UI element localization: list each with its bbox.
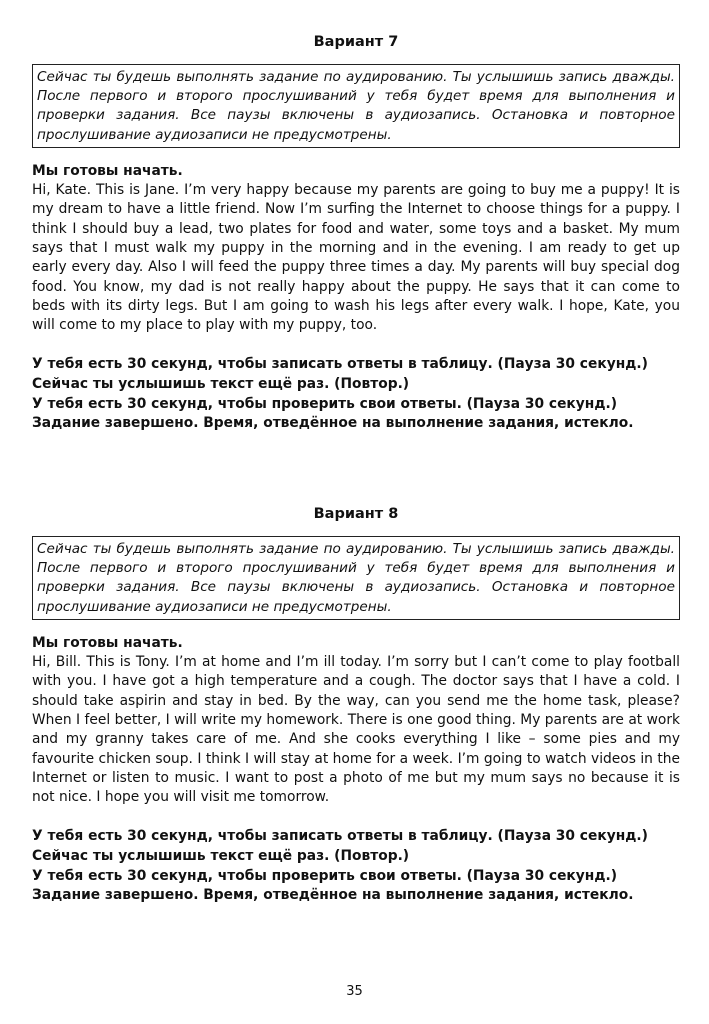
direction-record-answers: У тебя есть 30 секунд, чтобы записать ответы в таблицу. (Пауза 30 секунд.)	[32, 356, 648, 373]
audio-transcript: Hi, Bill. This is Tony. I’m at home and I’m ill today. I’m sorry but I can’t come to play football with you. I have got a high temperature and a cough. The doctor says that I have a cold. I should take aspirin and stay in bed. By the way, can you send me the home task, please? When I feel better, I will write my homework. There is one good thing. My parents are at work and my granny takes care of me. And she cooks everything I like – some pies and my favourite chicken soup. I think I will stay at home for a week. I’m going to watch videos in the Internet or listen to music. I want to post a photo of me but my mum says no because it is not nice. I hope you will visit me tomorrow.	[32, 654, 680, 806]
instruction-box: Сейчас ты будешь выполнять задание по аудированию. Ты услышишь запись дважды. После первого и второго прослушиваний у тебя будет время для выполнения и проверки задания. Все паузы включены в аудиозапись. Остановка и повторное прослушивание аудиозаписи не предусмотрены.	[32, 536, 680, 620]
instruction-box: Сейчас ты будешь выполнять задание по аудированию. Ты услышишь запись дважды. После первого и второго прослушиваний у тебя будет время для выполнения и проверки задания. Все паузы включены в аудиозапись. Остановка и повторное прослушивание аудиозаписи не предусмотрены.	[32, 64, 680, 148]
direction-repeat: Сейчас ты услышишь текст ещё раз. (Повтор.)	[32, 848, 410, 865]
page-number: 35	[346, 984, 363, 999]
audio-transcript: Hi, Kate. This is Jane. I’m very happy because my parents are going to buy me a puppy! It is my dream to have a little friend. Now I’m surfing the Internet to choose things for a puppy. I think I should buy a lead, two plates for food and water, some toys and a basket. My mum says that I must walk my puppy in the morning and in the evening. I am ready to get up early every day. Also I will feed the puppy three times a day. My parents will buy special dog food. You know, my dad is not really happy about the puppy. He says that it can come to beds with its dirty legs. But I am going to wash his legs after every walk. I hope, Kate, you will come to my place to play with my puppy, too.	[32, 182, 680, 334]
directions-block	[32, 355, 680, 433]
direction-record-answers: У тебя есть 30 секунд, чтобы записать ответы в таблицу. (Пауза 30 секунд.)	[32, 828, 648, 845]
ready-label: Мы готовы начать.	[32, 162, 183, 179]
direction-finished: Задание завершено. Время, отведённое на выполнение задания, истекло.	[32, 887, 634, 904]
direction-repeat: Сейчас ты услышишь текст ещё раз. (Повтор.)	[32, 376, 410, 393]
variant-8-section	[32, 504, 680, 906]
direction-check-answers: У тебя есть 30 секунд, чтобы проверить свои ответы. (Пауза 30 секунд.)	[32, 867, 618, 884]
directions-block	[32, 827, 680, 905]
direction-check-answers: У тебя есть 30 секунд, чтобы проверить свои ответы. (Пауза 30 секунд.)	[32, 395, 618, 412]
ready-label: Мы готовы начать.	[32, 634, 183, 651]
variant-title: Вариант 7	[313, 34, 399, 50]
variant-title: Вариант 8	[313, 506, 399, 522]
variant-7-section	[32, 32, 680, 434]
direction-finished: Задание завершено. Время, отведённое на выполнение задания, истекло.	[32, 415, 634, 432]
